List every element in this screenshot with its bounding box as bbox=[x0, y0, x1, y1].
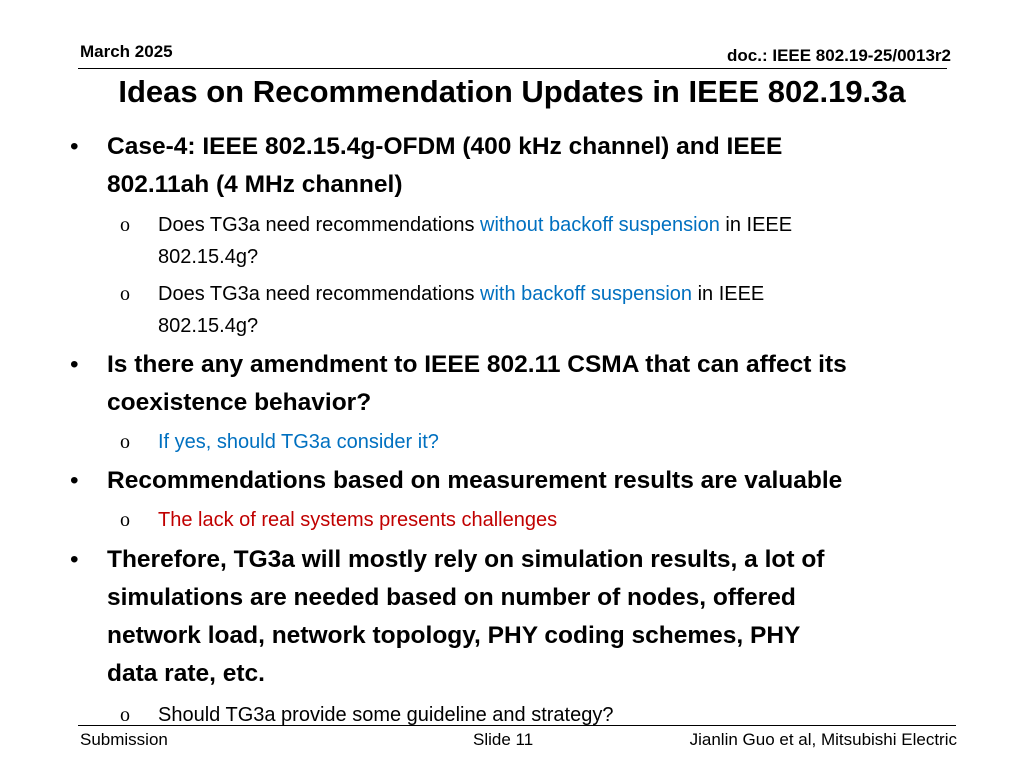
sub-bullet-text-line: If yes, should TG3a consider it? bbox=[158, 431, 439, 453]
highlight-text: with backoff suspension bbox=[480, 283, 693, 305]
sub-bullet-text-line: 802.15.4g? bbox=[158, 246, 259, 268]
footer-submission: Submission bbox=[80, 730, 168, 749]
header-date: March 2025 bbox=[80, 42, 173, 61]
sub-bullet-lack-of-systems bbox=[120, 504, 958, 536]
bullet-text-line: network load, network topology, PHY coding schemes, PHY bbox=[107, 622, 801, 649]
header-divider bbox=[78, 68, 947, 69]
circle-bullet-icon: o bbox=[120, 214, 130, 236]
footer-divider bbox=[78, 725, 956, 726]
sub-bullet-text-line: 802.15.4g? bbox=[158, 315, 259, 337]
bullet-text-line: Recommendations based on measurement results are valuable bbox=[107, 467, 843, 494]
slide-title: Ideas on Recommendation Updates in IEEE 802.19.3a bbox=[118, 74, 906, 109]
bullet-dot-icon: • bbox=[70, 133, 79, 160]
bullet-measurement bbox=[70, 462, 969, 500]
bullet-text-line: Case-4: IEEE 802.15.4g-OFDM (400 kHz channel) and IEEE bbox=[107, 133, 783, 160]
bullet-text-line: simulations are needed based on number of nodes, offered bbox=[107, 584, 796, 611]
sub-bullet-guideline bbox=[120, 699, 958, 731]
sub-bullet-if-yes bbox=[120, 426, 958, 458]
bullet-case-4 bbox=[70, 128, 969, 204]
header-doc-number: doc.: IEEE 802.19-25/0013r2 bbox=[727, 46, 951, 65]
bullet-text-line: coexistence behavior? bbox=[107, 389, 372, 416]
sub-bullet-with-backoff bbox=[120, 278, 958, 342]
sub-bullet-text-line: Does TG3a need recommendations with backoff suspension in IEEE bbox=[158, 283, 765, 305]
bullet-text-line: Is there any amendment to IEEE 802.11 CSMA that can affect its bbox=[107, 351, 847, 378]
footer-slide-number: Slide 11 bbox=[473, 730, 534, 749]
bullet-dot-icon: • bbox=[70, 546, 79, 573]
circle-bullet-icon: o bbox=[120, 704, 130, 726]
bullet-dot-icon: • bbox=[70, 467, 79, 494]
bullet-text-line: data rate, etc. bbox=[107, 660, 265, 687]
footer-authors: Jianlin Guo et al, Mitsubishi Electric bbox=[689, 730, 957, 749]
bullet-amendment bbox=[70, 346, 969, 422]
bullet-simulation bbox=[70, 541, 969, 693]
bullet-text-line: Therefore, TG3a will mostly rely on simulation results, a lot of bbox=[107, 546, 825, 573]
circle-bullet-icon: o bbox=[120, 509, 130, 531]
bullet-text-line: 802.11ah (4 MHz channel) bbox=[107, 171, 403, 198]
highlight-text: without backoff suspension bbox=[480, 214, 720, 236]
bullet-dot-icon: • bbox=[70, 351, 79, 378]
circle-bullet-icon: o bbox=[120, 283, 130, 305]
sub-bullet-text-line: Does TG3a need recommendations without backoff suspension in IEEE bbox=[158, 214, 793, 236]
sub-bullet-text-line: The lack of real systems presents challenges bbox=[158, 509, 558, 531]
circle-bullet-icon: o bbox=[120, 431, 130, 453]
sub-bullet-text-line: Should TG3a provide some guideline and strategy? bbox=[158, 704, 614, 726]
sub-bullet-without-backoff bbox=[120, 209, 958, 273]
